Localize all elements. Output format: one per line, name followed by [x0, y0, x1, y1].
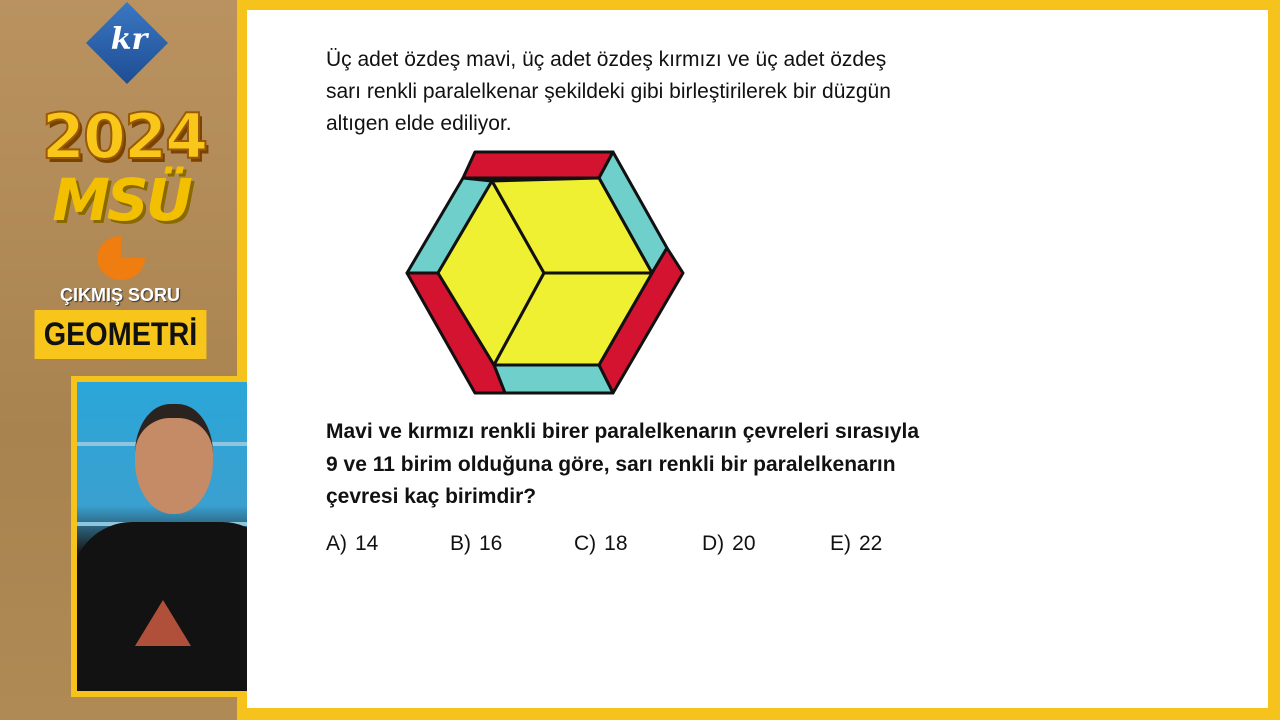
- intro-line: sarı renkli paralelkenar şekildeki gibi birleştirilerek bir düzgün: [326, 80, 891, 103]
- option-b[interactable]: [450, 532, 574, 556]
- pie-icon: [97, 236, 145, 280]
- option-value: 14: [355, 532, 379, 555]
- subject-label: GEOMETRİ: [35, 310, 207, 359]
- option-letter: B): [450, 532, 471, 555]
- option-value: 16: [479, 532, 503, 555]
- answer-options: [326, 532, 954, 556]
- option-e[interactable]: [830, 532, 954, 556]
- prompt-line: çevresi kaç birimdir?: [326, 485, 537, 508]
- teal-parallelogram-bottom: [494, 365, 613, 393]
- option-value: 18: [604, 532, 628, 555]
- option-letter: D): [702, 532, 725, 555]
- series-label: ÇIKMIŞ SORU: [59, 285, 180, 305]
- prompt-line: Mavi ve kırmızı renkli birer paralelkenarın çevreleri sırasıyla: [326, 420, 920, 443]
- option-c[interactable]: [574, 532, 702, 556]
- intro-line: altıgen elde ediliyor.: [326, 112, 512, 135]
- presenter-head: [135, 404, 213, 514]
- prompt-line: 9 ve 11 birim olduğuna göre, sarı renkli bir paralelkenarın: [326, 452, 896, 476]
- logo-text: kr: [110, 22, 148, 57]
- question-board: [247, 10, 1268, 708]
- question-prompt: [326, 416, 919, 514]
- option-a[interactable]: [326, 532, 450, 556]
- red-parallelogram-top: [463, 152, 613, 178]
- intro-line: Üç adet özdeş mavi, üç adet özdeş kırmızı ve üç adet özdeş: [326, 48, 887, 71]
- option-letter: A): [326, 532, 347, 555]
- option-letter: C): [574, 532, 597, 555]
- option-d[interactable]: [702, 532, 830, 556]
- option-value: 22: [859, 532, 883, 555]
- shirt-graphic: [135, 600, 191, 646]
- option-letter: E): [830, 532, 851, 555]
- year-title: 2024: [41, 100, 207, 173]
- exam-title: MSÜ: [52, 166, 190, 234]
- option-value: 20: [732, 532, 756, 555]
- hexagon-figure: [247, 10, 1268, 708]
